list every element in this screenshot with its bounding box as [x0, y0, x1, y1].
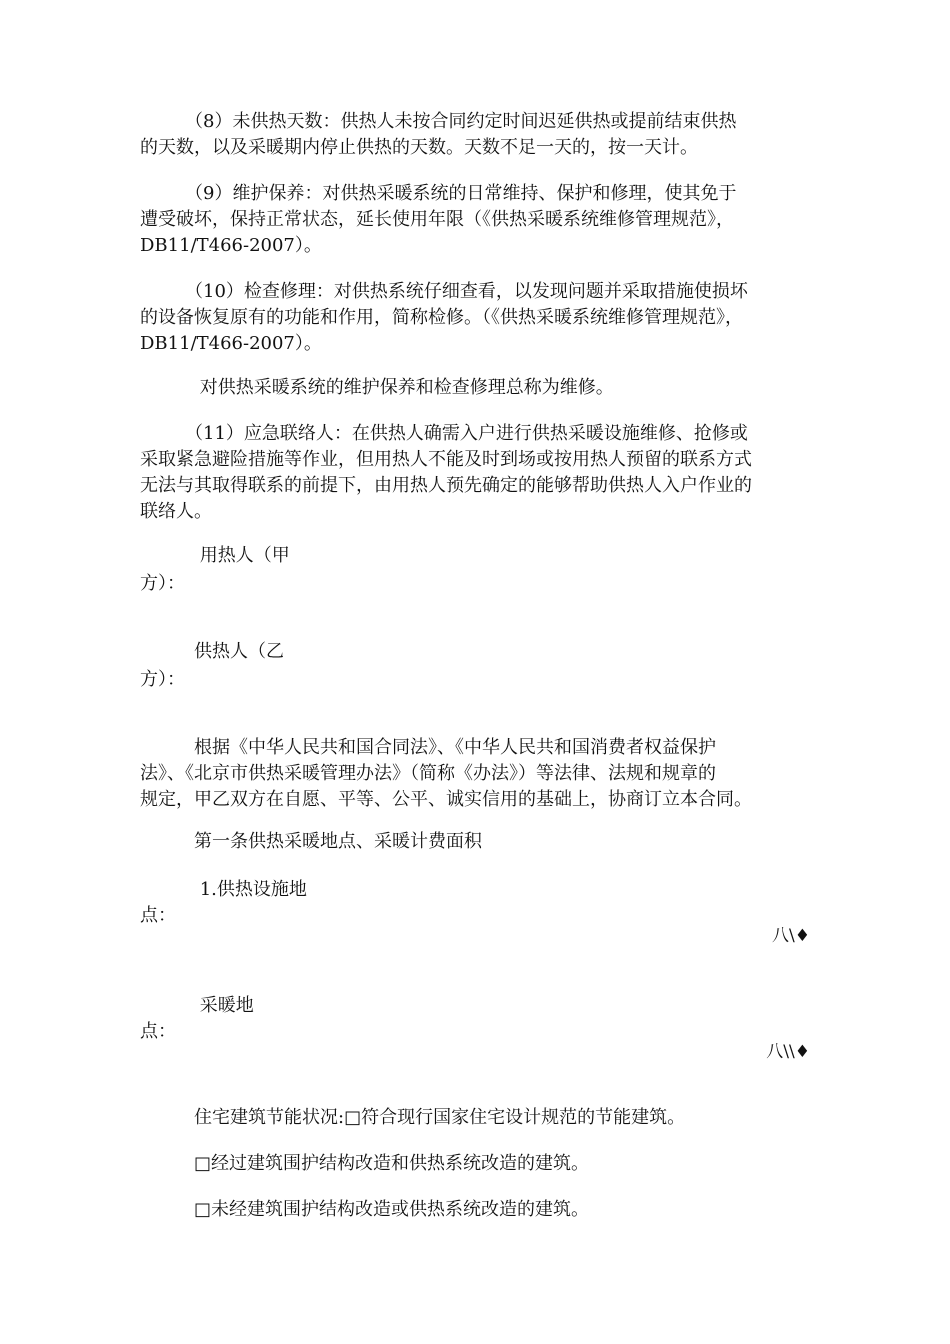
paragraph-10-line-1: （10）检查修理：对供热系统仔细查看，以发现问题并采取措施使损坏	[140, 281, 748, 302]
field-end-mark-2: 八\\♦	[766, 1042, 810, 1062]
heating-site-label-cont: 点：	[140, 1021, 176, 1042]
paragraph-11-line-2: 采取紧急避险措施等作业，但用热人不能及时到场或按用热人预留的联系方式	[140, 449, 752, 470]
party-a-label: 用热人（甲	[140, 545, 290, 566]
field-end-mark-1: 八\♦	[772, 926, 810, 946]
paragraph-9-line-3: DB11/T466-2007）。	[140, 235, 322, 256]
paragraph-11-line-3: 无法与其取得联系的前提下，由用热人预先确定的能够帮助供热人入户作业的	[140, 475, 752, 496]
energy-status-option-3: □未经建筑围护结构改造或供热系统改造的建筑。	[140, 1199, 590, 1220]
preamble-line-1: 根据《中华人民共和国合同法》、《中华人民共和国消费者权益保护	[140, 737, 716, 758]
party-b-label-cont: 方）：	[140, 669, 185, 690]
heating-site-label: 采暖地	[140, 995, 254, 1016]
party-a-label-cont: 方）：	[140, 573, 185, 594]
item-1-label: 1.供热设施地	[140, 879, 307, 900]
paragraph-8-line-1: （8）未供热天数：供热人未按合同约定时间迟延供热或提前结束供热	[140, 111, 737, 132]
energy-status-option-1: 住宅建筑节能状况:□符合现行国家住宅设计规范的节能建筑。	[140, 1107, 686, 1128]
paragraph-9-line-2: 遭受破坏，保持正常状态，延长使用年限（《供热采暖系统维修管理规范》，	[140, 209, 734, 230]
maintenance-note: 对供热采暖系统的维护保养和检查修理总称为维修。	[140, 377, 614, 398]
paragraph-8-line-2: 的天数，以及采暖期内停止供热的天数。天数不足一天的，按一天计。	[140, 137, 698, 158]
paragraph-9-line-1: （9）维护保养：对供热采暖系统的日常维持、保护和修理，使其免于	[140, 183, 737, 204]
party-b-label: 供热人（乙	[140, 641, 284, 662]
paragraph-11-line-1: （11）应急联络人：在供热人确需入户进行供热采暖设施维修、抢修或	[140, 423, 748, 444]
paragraph-10-line-3: DB11/T466-2007）。	[140, 333, 322, 354]
preamble-line-3: 规定，甲乙双方在自愿、平等、公平、诚实信用的基础上，协商订立本合同。	[140, 789, 752, 810]
item-1-label-cont: 点：	[140, 905, 176, 926]
preamble-line-2: 法》、《北京市供热采暖管理办法》（简称《办法》）等法律、法规和规章的	[140, 763, 716, 784]
paragraph-10-line-2: 的设备恢复原有的功能和作用，简称检修。（《供热采暖系统维修管理规范》，	[140, 307, 743, 328]
energy-status-option-2: □经过建筑围护结构改造和供热系统改造的建筑。	[140, 1153, 590, 1174]
paragraph-11-line-4: 联络人。	[140, 501, 212, 522]
article-1-title: 第一条供热采暖地点、采暖计费面积	[140, 831, 482, 852]
